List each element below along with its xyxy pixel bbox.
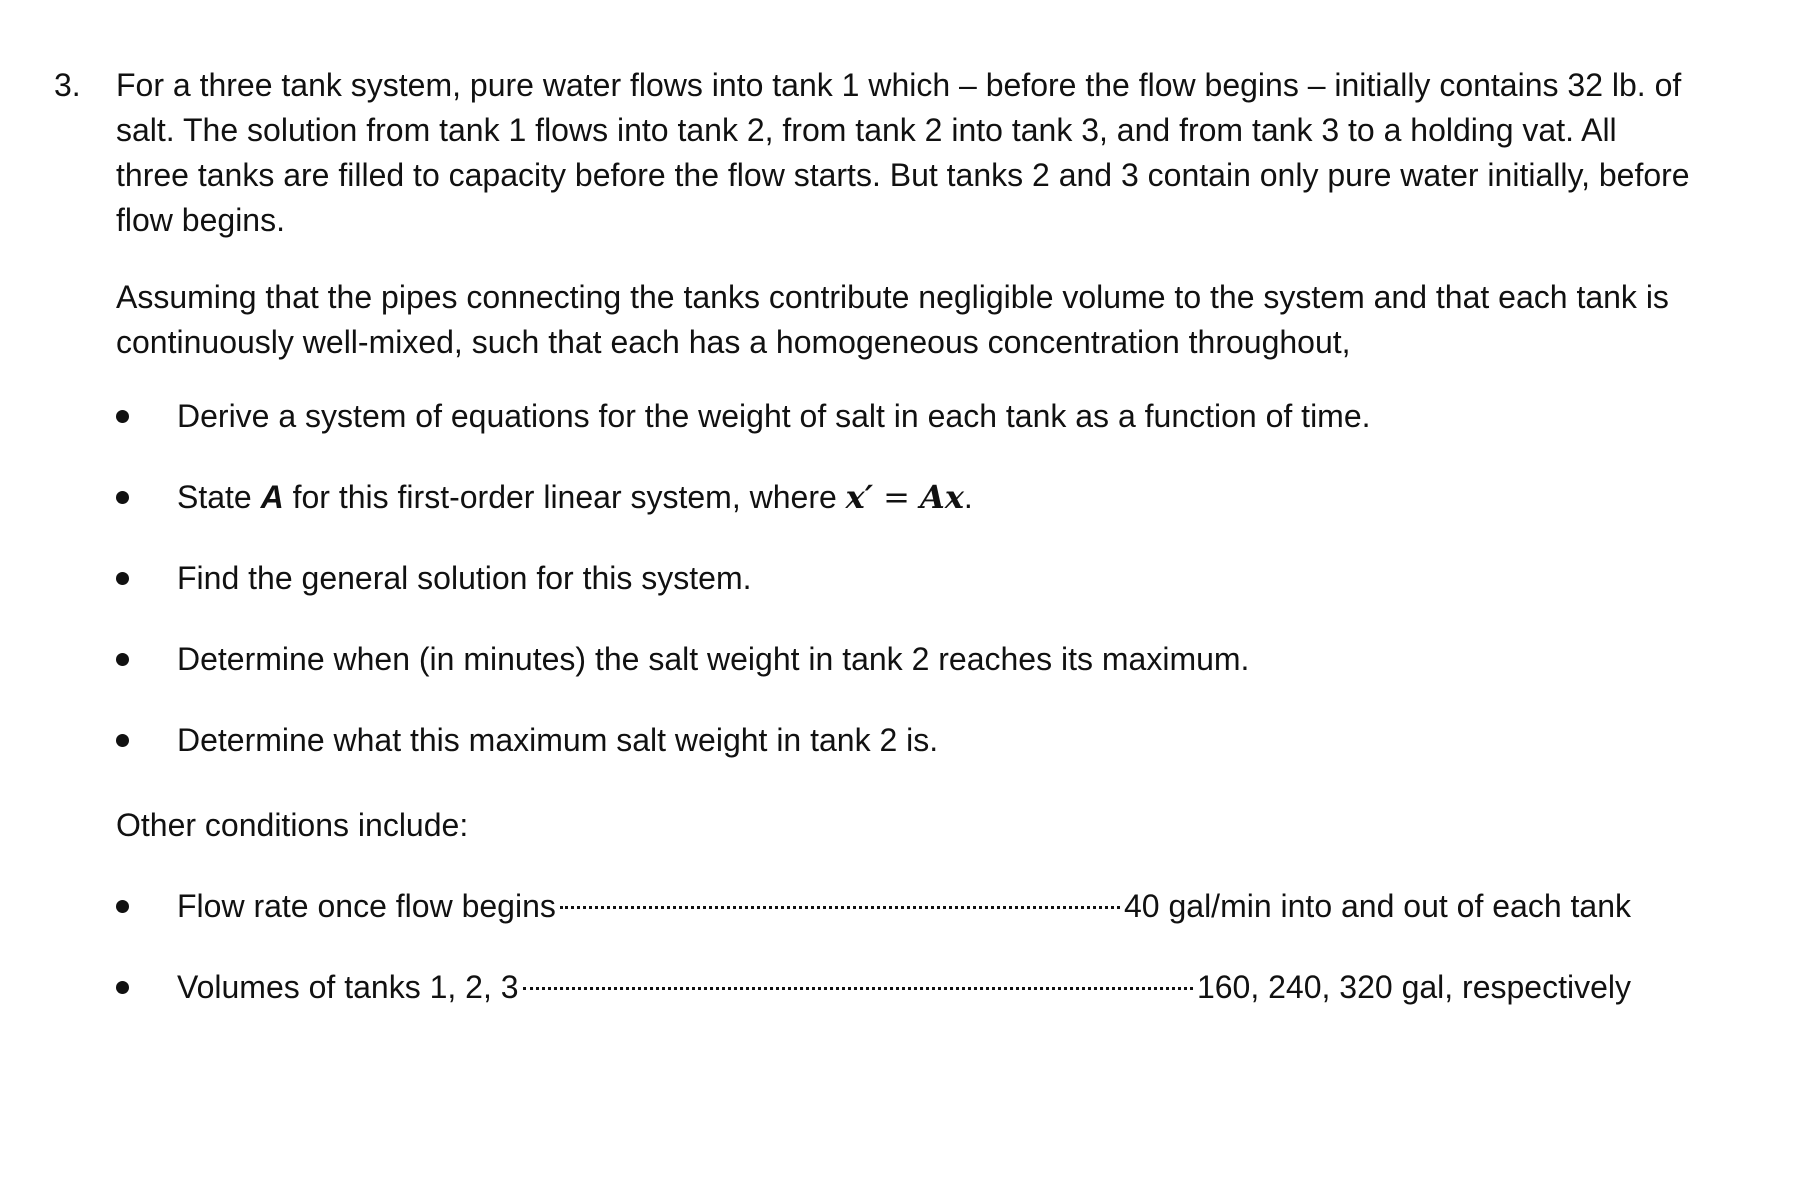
bullet-icon [116,900,129,913]
condition-row-flow-rate [177,884,1631,929]
other-conditions-heading: Other conditions include: [116,807,469,843]
list-item [116,556,1636,601]
bullet-icon [116,572,129,585]
condition-value: 160, 240, 320 gal, respectively [1196,969,1631,1005]
dot-leader [560,906,1120,909]
list-item [116,394,1636,439]
task-when-max-text: Determine when (in minutes) the salt weight in tank 2 reaches its maximum. [177,641,1250,677]
dot-leader [523,987,1193,990]
list-item [116,475,1636,520]
bullet-icon [116,410,129,423]
list-item [116,718,1636,763]
condition-label: Volumes of tanks 1, 2, 3 [177,969,519,1005]
task-derive-text: Derive a system of equations for the weight of salt in each tank as a function of time. [177,398,1371,434]
task-what-max-text: Determine what this maximum salt weight in tank 2 is. [177,722,939,758]
bullet-icon [116,653,129,666]
equation-lhs: x′ [845,478,874,516]
problem-number: 3. [54,67,81,103]
list-item [116,637,1636,682]
condition-row-volumes [177,965,1631,1010]
equation-rhs: Ax [919,478,964,516]
equation-equals: = [883,478,910,516]
task-state-prefix: State [177,479,261,515]
problem-intro-paragraph: For a three tank system, pure water flows into tank 1 which – before the flow begins – initially contains 32 lb. of salt. The solution from tank 1 flows into tank 2, from tank 2 into tank 3, and from tank 3 to a holding vat. All three tanks are filled to capacity before the flow starts. But tanks 2 and 3 contain only pure water initially, before flow begins. [116,67,1690,238]
matrix-symbol: A [260,479,284,515]
task-general-text: Find the general solution for this system. [177,560,752,596]
condition-value: 40 gal/min into and out of each tank [1123,888,1631,924]
task-state-middle: for this first-order linear system, where [283,479,846,515]
task-state-suffix: . [963,479,973,515]
bullet-icon [116,734,129,747]
bullet-icon [116,491,129,504]
condition-label: Flow rate once flow begins [177,888,556,924]
bullet-icon [116,981,129,994]
assumption-paragraph: Assuming that the pipes connecting the tanks contribute negligible volume to the system and that each tank is continuously well-mixed, such that each has a homogeneous concentration throughout, [116,279,1669,360]
task-state-text [177,475,973,520]
